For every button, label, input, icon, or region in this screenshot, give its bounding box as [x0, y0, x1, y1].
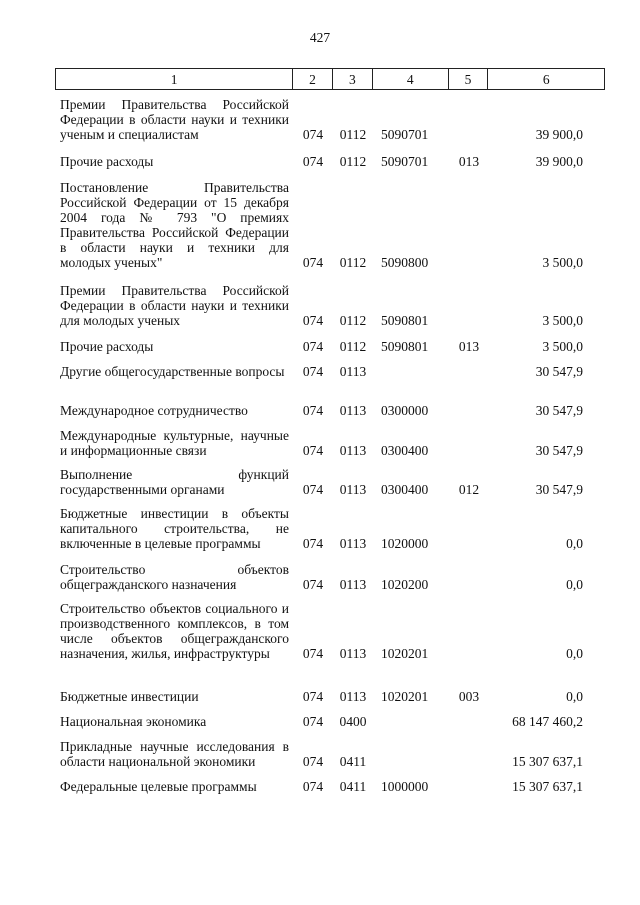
- row-col-3: 0113: [339, 536, 367, 551]
- table-row: [55, 739, 605, 769]
- row-col-5: [449, 283, 489, 328]
- row-name: Строительство объектов социального и производственного комплексов, в том числе объектов общегражданского назначения, жилья, инфраструктуры: [60, 601, 289, 661]
- row-col-5: 013: [458, 154, 480, 169]
- row-name: Международное сотрудничество: [60, 403, 248, 418]
- row-col-3: 0112: [339, 255, 367, 270]
- row-col-4: 1020000: [381, 536, 429, 551]
- table-row: [55, 97, 605, 142]
- row-col-6: 0,0: [566, 577, 583, 592]
- table-row: [55, 562, 605, 592]
- table-row: [55, 601, 605, 661]
- row-col-4: 1020201: [381, 689, 429, 704]
- table-row: [55, 779, 605, 794]
- row-col-2: 074: [302, 779, 324, 794]
- row-col-2: 074: [302, 364, 324, 379]
- row-col-6: 3 500,0: [542, 339, 583, 354]
- row-col-5: [449, 403, 489, 418]
- row-col-2: 074: [302, 689, 324, 704]
- header-col-3: 3: [333, 69, 373, 89]
- table-row: [55, 428, 605, 458]
- row-col-3: 0113: [339, 443, 367, 458]
- header-col-4: 4: [373, 69, 449, 89]
- row-col-4: 5090801: [381, 339, 429, 354]
- table-header: [55, 68, 605, 90]
- row-col-2: 074: [302, 339, 324, 354]
- header-col-2: 2: [293, 69, 333, 89]
- row-col-6: 68 147 460,2: [512, 714, 583, 729]
- row-col-4: 0300400: [381, 482, 429, 497]
- row-col-3: 0113: [339, 646, 367, 661]
- row-col-5: 013: [458, 339, 480, 354]
- table-row: [55, 180, 605, 270]
- row-col-3: 0112: [339, 154, 367, 169]
- row-col-4: 0300000: [381, 403, 429, 418]
- row-name: Национальная экономика: [60, 714, 207, 729]
- row-col-2: 074: [302, 714, 324, 729]
- row-col-5: [449, 562, 489, 592]
- row-col-3: 0112: [339, 313, 367, 328]
- row-col-3: 0400: [339, 714, 367, 729]
- row-col-5: [449, 180, 489, 270]
- row-col-6: 15 307 637,1: [512, 779, 583, 794]
- row-col-6: 39 900,0: [535, 154, 583, 169]
- row-name: Строительство объектов общегражданского назначения: [60, 562, 289, 592]
- row-col-5: 012: [458, 482, 480, 497]
- row-name: Премии Правительства Российской Федерации в области науки и техники для молодых ученых: [60, 283, 289, 328]
- row-col-2: 074: [302, 403, 324, 418]
- row-col-4: 1000000: [381, 779, 429, 794]
- row-col-3: 0113: [339, 482, 367, 497]
- table-row: [55, 506, 605, 551]
- table-row: [55, 339, 605, 354]
- row-col-3: 0411: [339, 779, 367, 794]
- row-name: Прочие расходы: [60, 339, 154, 354]
- row-col-5: [449, 714, 489, 729]
- row-col-4: [373, 739, 449, 769]
- row-col-2: 074: [302, 577, 324, 592]
- row-col-2: 074: [302, 754, 324, 769]
- row-col-3: 0411: [339, 754, 367, 769]
- row-name: Другие общегосударственные вопросы: [60, 364, 285, 379]
- row-col-5: [449, 97, 489, 142]
- row-col-2: 074: [302, 646, 324, 661]
- row-col-5: [449, 364, 489, 379]
- row-col-5: [449, 601, 489, 661]
- row-col-6: 3 500,0: [542, 255, 583, 270]
- row-col-2: 074: [302, 536, 324, 551]
- row-col-4: 5090800: [381, 255, 429, 270]
- row-col-5: 003: [458, 689, 480, 704]
- row-col-5: [449, 779, 489, 794]
- row-col-6: 30 547,9: [535, 403, 583, 418]
- row-col-2: 074: [302, 127, 324, 142]
- row-col-2: 074: [302, 482, 324, 497]
- row-col-5: [449, 428, 489, 458]
- table-row: [55, 403, 605, 418]
- row-col-2: 074: [302, 313, 324, 328]
- row-name: Федеральные целевые программы: [60, 779, 257, 794]
- row-col-3: 0113: [339, 403, 367, 418]
- table-row: [55, 364, 605, 379]
- header-col-5: 5: [449, 69, 489, 89]
- row-col-6: 0,0: [566, 646, 583, 661]
- row-col-4: 5090701: [381, 127, 429, 142]
- row-col-4: 0300400: [381, 443, 429, 458]
- row-col-2: 074: [302, 443, 324, 458]
- row-name: Бюджетные инвестиции: [60, 689, 199, 704]
- row-col-4: 1020200: [381, 577, 429, 592]
- row-col-4: 5090701: [381, 154, 429, 169]
- row-col-6: 30 547,9: [535, 482, 583, 497]
- row-col-6: 39 900,0: [535, 127, 583, 142]
- row-col-5: [449, 506, 489, 551]
- header-col-1: 1: [56, 69, 293, 89]
- table-row: [55, 154, 605, 169]
- table-row: [55, 714, 605, 729]
- row-col-3: 0113: [339, 689, 367, 704]
- page-number: 427: [309, 30, 331, 45]
- table-row: [55, 467, 605, 497]
- header-col-6: 6: [542, 71, 550, 87]
- row-name: Прикладные научные исследования в области национальной экономики: [60, 739, 289, 769]
- row-col-4: [373, 364, 449, 379]
- row-col-4: 1020201: [381, 646, 429, 661]
- row-col-3: 0113: [339, 577, 367, 592]
- table-row: [55, 689, 605, 704]
- row-col-6: 30 547,9: [535, 443, 583, 458]
- row-col-2: 074: [302, 255, 324, 270]
- row-col-3: 0112: [339, 127, 367, 142]
- table-row: [55, 283, 605, 328]
- row-col-4: [373, 714, 449, 729]
- row-col-4: 5090801: [381, 313, 429, 328]
- row-col-6: 30 547,9: [535, 364, 583, 379]
- row-col-6: 0,0: [566, 689, 583, 704]
- row-col-3: 0112: [339, 339, 367, 354]
- row-name: Постановление Правительства Российской Федерации от 15 декабря 2004 года № 793 "О премиях Правительства Российской Федерации в области науки и техники для молодых ученых": [60, 180, 289, 270]
- row-col-6: 0,0: [566, 536, 583, 551]
- row-name: Премии Правительства Российской Федерации в области науки и техники ученым и специалистам: [60, 97, 289, 142]
- row-name: Международные культурные, научные и информационные связи: [60, 428, 289, 458]
- row-name: Прочие расходы: [60, 154, 154, 169]
- row-name: Бюджетные инвестиции в объекты капитального строительства, не включенные в целевые программы: [60, 506, 289, 551]
- row-col-3: 0113: [339, 364, 367, 379]
- row-col-6: 3 500,0: [542, 313, 583, 328]
- row-name: Выполнение функций государственными органами: [60, 467, 289, 497]
- row-col-2: 074: [302, 154, 324, 169]
- row-col-5: [449, 739, 489, 769]
- row-col-6: 15 307 637,1: [512, 754, 583, 769]
